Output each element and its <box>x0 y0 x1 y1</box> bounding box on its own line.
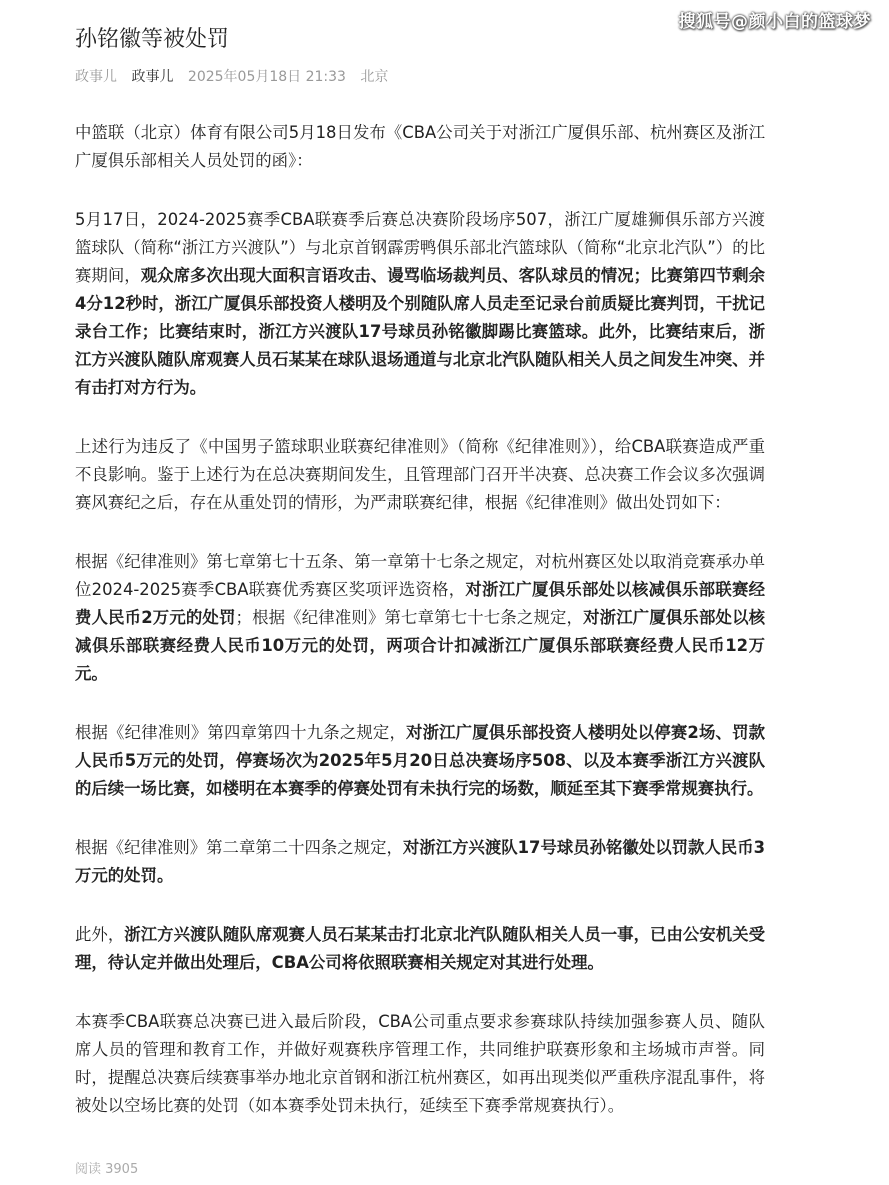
watermark: 搜狐号@颜小白的篮球梦 <box>678 12 871 32</box>
text-segment: 此外， <box>75 925 125 944</box>
text-segment: ；根据《纪律准则》第七章第七十七条之规定， <box>235 608 584 627</box>
article-paragraph <box>75 206 765 402</box>
publish-datetime: 2025年05月18日 21:33 <box>187 69 346 85</box>
bold-text-segment: 对浙江广厦俱乐部处以核减俱乐部联赛经费人民币2万元的处罚 <box>75 580 766 627</box>
bold-text-segment: 对浙江广厦俱乐部处以核减俱乐部联赛经费人民币10万元的处罚，两项合计扣减浙江广厦俱乐部联赛经费人民币12万元。 <box>75 608 766 683</box>
bold-text-segment: 观众席多次出现大面积言语攻击、谩骂临场裁判员、客队球员的情况；比赛第四节剩余4分12秒时，浙江广厦俱乐部投资人楼明及个别随队席人员走至记录台前质疑比赛判罚，干扰记录台工作；比赛结束时，浙江方兴渡队17号球员孙铭徽脚踢比赛篮球。此外，比赛结束后，浙江方兴渡队随队席观赛人员石某某在球队退场通道与北京北汽队随队相关人员之间发生冲突、并有击打对方行为。 <box>75 266 765 397</box>
article-paragraph <box>75 433 765 517</box>
article-meta <box>75 66 398 86</box>
bold-text-segment: 浙江方兴渡队随队席观赛人员石某某击打北京北汽队随队相关人员一事，已由公安机关受理，待认定并做出处理后，CBA公司将依照联赛相关规定对其进行处理。 <box>75 925 766 972</box>
article-paragraph <box>75 834 765 890</box>
text-segment: 上述行为违反了《中国男子篮球职业联赛纪律准则》（简称《纪律准则》），给CBA联赛造成严重不良影响。鉴于上述行为在总决赛期间发生，且管理部门召开半决赛、总决赛工作会议多次强调赛风赛纪之后，存在从重处罚的情形，为严肃联赛纪律，根据《纪律准则》做出处罚如下： <box>75 437 765 512</box>
bold-text-segment: 对浙江广厦俱乐部投资人楼明处以停赛2场、罚款人民币5万元的处罚，停赛场次为2025年5月20日总决赛场序508、以及本赛季浙江方兴渡队的后续一场比赛，如楼明在本赛季的停赛处罚有未执行完的场数，顺延至其下赛季常规赛执行。 <box>75 723 766 798</box>
read-count: 阅读 3905 <box>75 1162 139 1177</box>
article-paragraph <box>75 548 765 688</box>
text-segment: 中篮联（北京）体育有限公司5月18日发布《CBA公司关于对浙江广厦俱乐部、杭州赛区及浙江广厦俱乐部相关人员处罚的函》： <box>75 123 765 170</box>
article-paragraph <box>75 1008 765 1120</box>
article-title: 孙铭徽等被处罚 <box>75 27 230 52</box>
publish-location: 北京 <box>360 69 389 85</box>
article-paragraph <box>75 719 765 803</box>
article-body <box>75 119 765 1151</box>
bold-text-segment: 对浙江方兴渡队17号球员孙铭徽处以罚款人民币3万元的处罚。 <box>75 838 765 885</box>
text-segment: 本赛季CBA联赛总决赛已进入最后阶段，CBA公司重点要求参赛球队持续加强参赛人员、随队席人员的管理和教育工作，并做好观赛秩序管理工作，共同维护联赛形象和主场城市声誉。同时，提醒总决赛后续赛事举办地北京首钢和浙江杭州赛区，如再出现类似严重秩序混乱事件，将被处以空场比赛的处罚（如本赛季处罚未执行，延续至下赛季常规赛执行）。 <box>75 1012 765 1115</box>
source-name: 政事儿 <box>75 69 117 85</box>
text-segment: 根据《纪律准则》第七章第七十五条、第一章第十七条之规定，对杭州赛区处以取消竞赛承办单位2024-2025赛季CBA联赛优秀赛区奖项评选资格， <box>75 552 765 599</box>
text-segment: 根据《纪律准则》第四章第四十九条之规定， <box>75 723 407 742</box>
text-segment: 根据《纪律准则》第二章第二十四条之规定， <box>75 838 403 857</box>
text-segment: 5月17日，2024-2025赛季CBA联赛季后赛总决赛阶段场序507，浙江广厦雄狮俱乐部方兴渡篮球队（简称“浙江方兴渡队”）与北京首钢霹雳鸭俱乐部北汽篮球队（简称“北京北汽队”）的比赛期间， <box>75 210 765 285</box>
article-paragraph <box>75 119 765 175</box>
author-account-link[interactable]: 政事儿 <box>131 69 174 85</box>
article-paragraph <box>75 921 765 977</box>
